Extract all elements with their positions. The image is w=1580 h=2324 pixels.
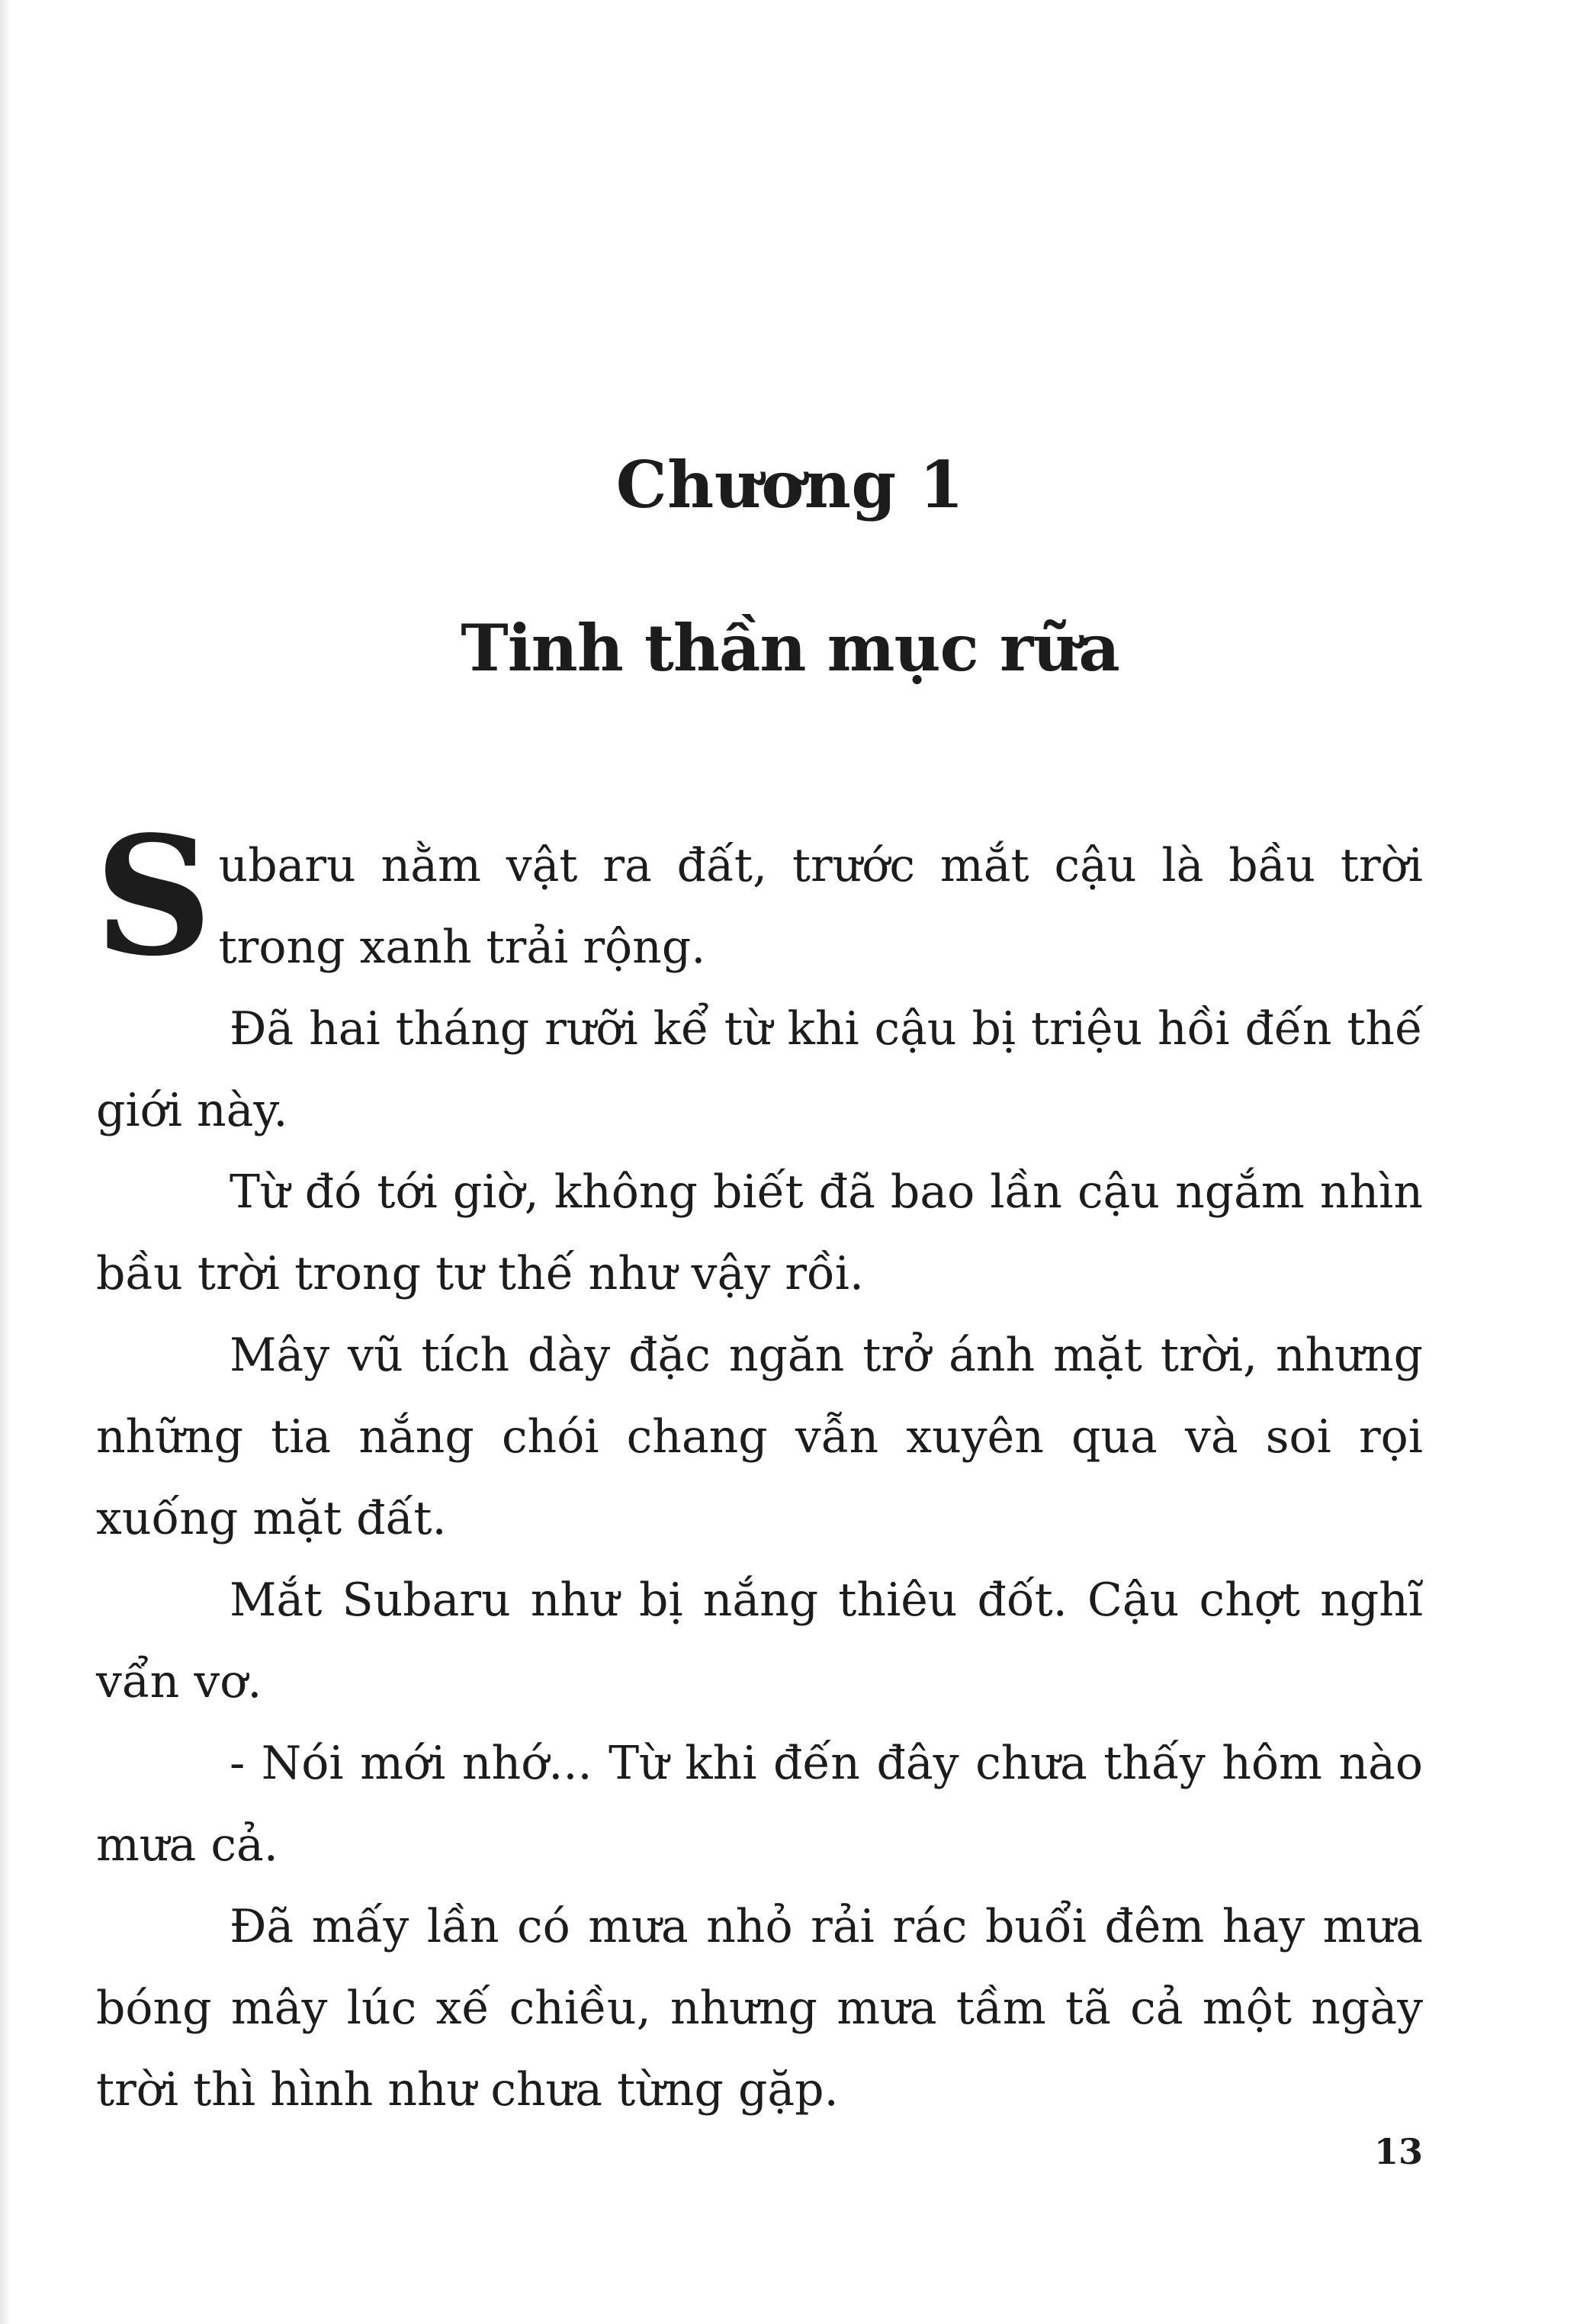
paragraph-text: ubaru nằm vật ra đất, trước mắt cậu là bầu trời trong xanh trải rộng. (218, 839, 1423, 974)
drop-cap: S (95, 801, 213, 992)
paragraph: Từ đó tới giờ, không biết đã bao lần cậu ngắm nhìn bầu trời trong tư thế như vậy rồi. (96, 1165, 1423, 1300)
chapter-title: Tinh thần mục rữa (461, 610, 1119, 686)
paragraph (95, 801, 1423, 992)
page-number: 13 (1373, 2131, 1423, 2172)
body-text (95, 801, 1423, 2131)
paragraph: - Nói mới nhớ... Từ khi đến đây chưa thấy hôm nào mưa cả. (96, 1737, 1423, 1872)
paragraph: Mây vũ tích dày đặc ngăn trở ánh mặt trời, nhưng những tia nắng chói chang vẫn xuyên qua và soi rọi xuống mặt đất. (96, 1329, 1423, 1545)
paragraph: Đã hai tháng rưỡi kể từ khi cậu bị triệu hồi đến thế giới này. (96, 1002, 1423, 1137)
page-edge-shadow (0, 0, 11, 2324)
paragraph: Mắt Subaru như bị nắng thiêu đốt. Cậu chợt nghĩ vẩn vơ. (96, 1573, 1423, 1708)
paragraph: Đã mấy lần có mưa nhỏ rải rác buổi đêm hay mưa bóng mây lúc xế chiều, nhưng mưa tầm tã cả một ngày trời thì hình như chưa từng gặp. (96, 1900, 1423, 2117)
chapter-number: Chương 1 (615, 447, 965, 522)
